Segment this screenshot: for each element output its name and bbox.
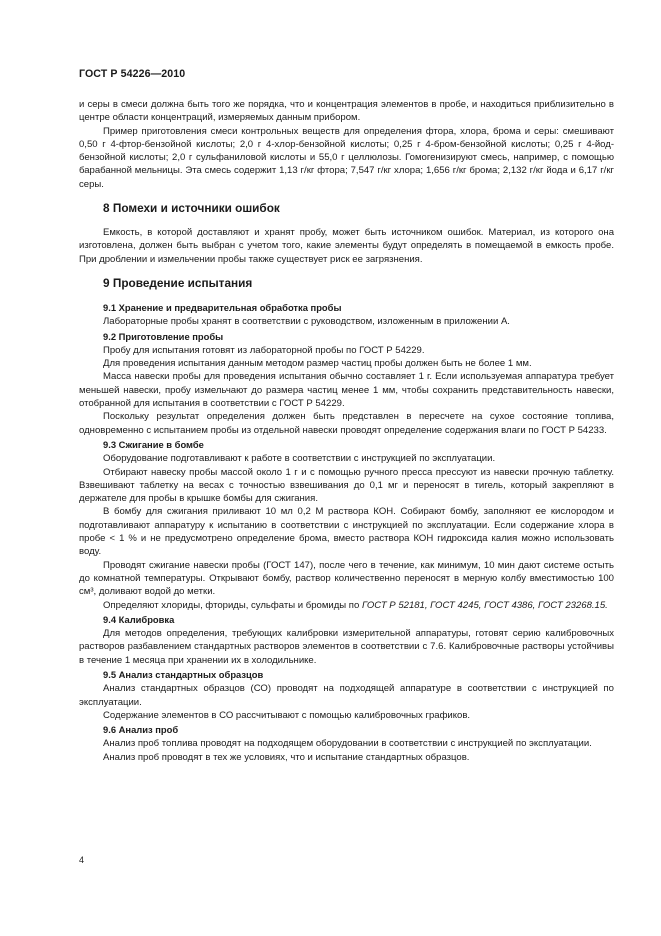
paragraph: Анализ проб топлива проводят на подходящем оборудовании в соответствии с инструкцией по эксплуатации.: [103, 738, 592, 750]
paragraph: Анализ проб проводят в тех же условиях, что и испытание стандартных образцов.: [103, 751, 470, 763]
paragraph: Содержание элементов в СО рассчитывают с помощью калибровочных графиков.: [103, 709, 471, 721]
paragraph: Пробу для испытания готовят из лабораторной пробы по ГОСТ Р 54229.: [103, 344, 425, 356]
subsection-heading-9-4: 9.4 Калибровка: [103, 613, 175, 625]
section-heading-9: 9 Проведение испытания: [103, 275, 253, 290]
paragraph: Поскольку результат определения должен быть представлен в пересчете на сухое состояние топлива, одновременно с испытанием пробы из отдельной навески проводят определение содержания влаги по ГОСТ Р 54233.: [79, 411, 614, 436]
paragraph: Оборудование подготавливают к работе в соответствии с инструкцией по эксплуатации.: [103, 453, 496, 465]
paragraph: Емкость, в которой доставляют и хранят пробу, может быть источником ошибок. Материал, из которого она изготовлена, должен быть выбран с учетом того, какие элементы будут определять в помещаемой в емкость пробе. При дроблении и измельчении пробы также существует риск ее загрязнения.: [79, 227, 614, 265]
paragraph-text: Определяют хлориды, фториды, сульфаты и бромиды по: [103, 599, 362, 611]
paragraph: и серы в смеси должна быть того же порядка, что и концентрация элементов в пробе, и находиться приблизительно в центре области концентраций, измеряемых данным прибором.: [79, 99, 614, 124]
paragraph: Отбирают навеску пробы массой около 1 г и с помощью ручного пресса прессуют из навески прочную таблетку. Взвешивают таблетку на весах с точностью взвешивания до 0,1 мг и переносят в тигель, который закрепляют в держателе для пробы в крышке бомбы для сжигания.: [79, 466, 614, 505]
subsection-heading-9-5: 9.5 Анализ стандартных образцов: [103, 668, 264, 680]
standard-references: ГОСТ Р 52181, ГОСТ 4245, ГОСТ 4386, ГОСТ 23268.15.: [361, 599, 608, 611]
subsection-heading-9-3: 9.3 Сжигание в бомбе: [103, 438, 204, 450]
paragraph: Проводят сжигание навески пробы (ГОСТ 147), после чего в течение, как минимум, 10 мин дают системе остыть до комнатной температуры. Открывают бомбу, раствор количественно переносят в мерную колбу вместимостью 100 см³, доливают водой до метки.: [79, 559, 614, 598]
subsection-heading-9-1: 9.1 Хранение и предварительная обработка пробы: [103, 301, 342, 313]
paragraph: Для проведения испытания данным методом размер частиц пробы должен быть не более 1 мм.: [103, 358, 532, 370]
paragraph: В бомбу для сжигания приливают 10 мл 0,2 М раствора КОН. Собирают бомбу, заполняют ее кислородом и подготавливают аппаратуру к испытанию в соответствии с инструкцией по эксплуатации. Если содержание хлора в пробе < 1 % и не предусмотрено определение брома, вместо раствора КОН гидроксида калия можно использовать воду.: [79, 506, 614, 558]
document-header: ГОСТ Р 54226—2010: [79, 68, 186, 80]
document-body: [79, 98, 614, 764]
section-heading-8: 8 Помехи и источники ошибок: [103, 201, 280, 216]
paragraph: Масса навески пробы для проведения испытания обычно составляет 1 г. Если используемая аппаратура требует меньшей навески, пробу измельчают до размера частиц менее 1 мм, чтобы сохранить представительность навески, отобранной для испытания в соответствии с ГОСТ Р 54229.: [79, 371, 614, 410]
paragraph: Лабораторные пробы хранят в соответствии с руководством, изложенным в приложении А.: [103, 316, 510, 328]
page-number: 4: [79, 855, 85, 865]
subsection-heading-9-6: 9.6 Анализ проб: [103, 724, 179, 736]
paragraph: Для методов определения, требующих калибровки измерительной аппаратуры, готовят серию калибровочных растворов разбавлением стандартных растворов элементов в соответствии с 7.6. Калибровочные растворы устойчивы в течение 1 месяца при хранении их в холодильнике.: [79, 628, 614, 666]
paragraph: Анализ стандартных образцов (СО) проводят на подходящей аппаратуре в соответствии с инструкцией по эксплуатации.: [79, 683, 614, 708]
paragraph: Пример приготовления смеси контрольных веществ для определения фтора, хлора, брома и серы: смешивают 0,50 г 4-фтор-бензойной кислоты; 2,0 г 4-хлор-бензойной кислоты; 0,25 г 4-бром-бензойной кислоты; 0,25 г 4-йод-бензойной кислоты; 2,0 г сульфаниловой кислоты и 55,0 г целлюлозы. Гомогенизируют смесь, например, с помощью барабанной мельницы. Эта смесь содержит 1,13 г/кг фтора; 7,547 г/кг хлора; 1,656 г/кг брома; 2,132 г/кг йода и 6,17 г/кг серы.: [79, 125, 614, 190]
subsection-heading-9-2: 9.2 Приготовление пробы: [103, 330, 224, 342]
paragraph: [79, 599, 614, 612]
